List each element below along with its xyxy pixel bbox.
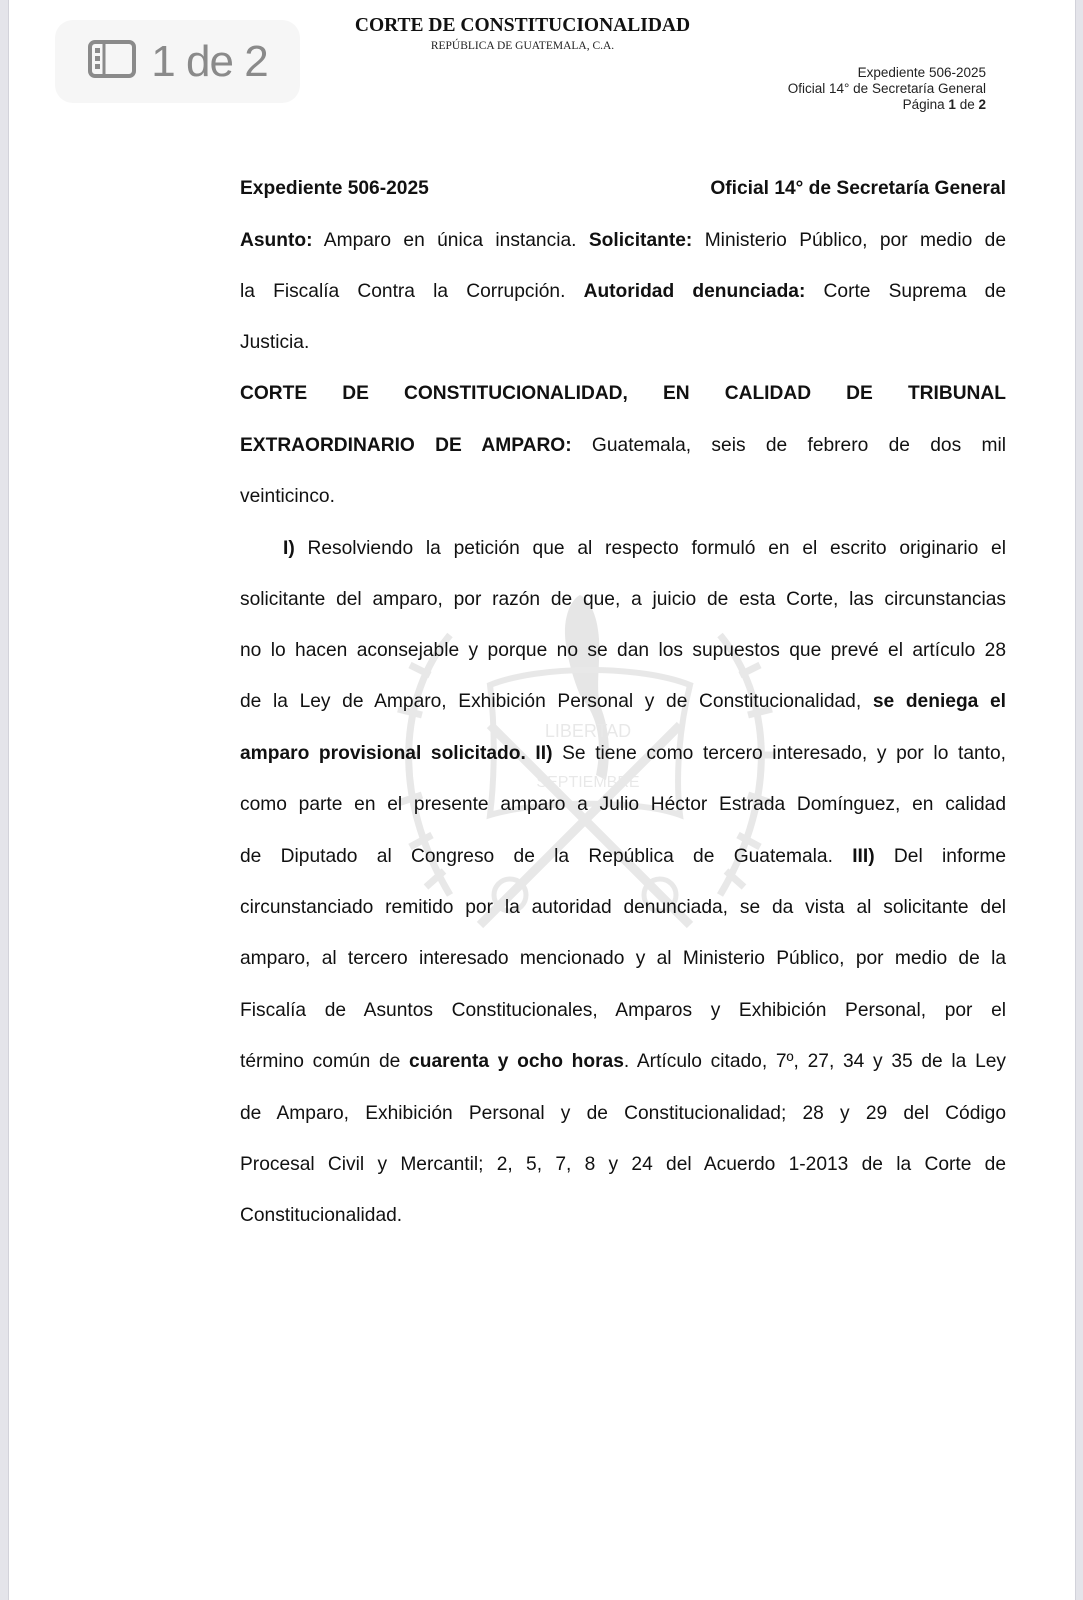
bold-text-run: se deniega el	[872, 691, 1006, 712]
text-line	[240, 331, 1006, 355]
bold-text-run: Asunto:	[240, 230, 313, 251]
page-total: 2	[978, 97, 986, 112]
running-header-page	[788, 97, 986, 113]
page-indicator-text	[151, 37, 267, 87]
text-line	[240, 485, 1006, 509]
text-line	[240, 280, 1006, 304]
text-run: Del informe	[874, 846, 1006, 867]
text-run: Procesal Civil y Mercantil; 2, 5, 7, 8 y 24 del Acuerdo 1-2013 de la Corte de	[240, 1154, 1006, 1175]
text-line	[240, 793, 1006, 817]
text-run: Se tiene como tercero interesado, y por lo tanto,	[552, 743, 1006, 764]
text-line	[240, 896, 1006, 920]
bold-text-run: EXTRAORDINARIO DE AMPARO:	[240, 435, 572, 456]
page-separator: de	[186, 36, 233, 86]
text-run: solicitante del amparo, por razón de que, a juicio de esta Corte, las circunstancias	[240, 589, 1006, 610]
text-run: veinticinco.	[240, 486, 335, 507]
current-page: 1	[151, 36, 175, 86]
text-run: Justicia.	[240, 332, 310, 353]
text-run: no lo hacen aconsejable y porque no se dan los supuestos que prevé el artículo 28	[240, 640, 1006, 661]
viewer-left-edge	[0, 0, 9, 1600]
running-header	[788, 65, 986, 113]
text-run: Ministerio Público, por medio de	[692, 230, 1006, 251]
running-header-expediente: Expediente 506-2025	[857, 65, 986, 80]
text-line	[240, 434, 1006, 458]
text-run: Corte Suprema de	[805, 281, 1006, 302]
text-line	[240, 588, 1006, 612]
text-run: Resolviendo la petición que al respecto formuló en el escrito originario el	[294, 538, 1006, 559]
page-indicator[interactable]	[55, 20, 300, 103]
bold-text-run: III)	[852, 846, 875, 867]
page-number: 1	[948, 97, 956, 112]
bold-text-run: I)	[283, 538, 295, 559]
text-line	[240, 690, 1006, 714]
text-run: como parte en el presente amparo a Julio Héctor Estrada Domínguez, en calidad	[240, 794, 1006, 815]
svg-text:SEPTIEMBRE: SEPTIEMBRE	[536, 774, 640, 791]
text-run: término común de	[240, 1051, 410, 1072]
expediente-row	[240, 177, 1006, 201]
body-oficial: Oficial 14° de Secretaría General	[710, 178, 1006, 199]
text-line	[240, 1050, 1006, 1074]
text-line	[240, 229, 1006, 253]
body-expediente: Expediente 506-2025	[240, 178, 429, 199]
text-run: de la Ley de Amparo, Exhibición Personal y de Constitucionalidad,	[240, 691, 873, 712]
text-line	[240, 742, 1006, 766]
text-run: la Fiscalía Contra la Corrupción.	[240, 281, 584, 302]
text-line	[240, 845, 1006, 869]
text-line	[240, 1153, 1006, 1177]
page-of: de	[959, 97, 975, 112]
text-run: de Diputado al Congreso de la República de Guatemala.	[240, 846, 853, 867]
text-run: . Artículo citado, 7º, 27, 34 y 35 de la Ley	[623, 1051, 1007, 1072]
text-line	[240, 639, 1006, 663]
text-run: amparo, al tercero interesado mencionado y al Ministerio Público, por medio de la	[240, 948, 1006, 969]
sidebar-thumbnails-icon[interactable]	[87, 39, 137, 84]
text-run: Fiscalía de Asuntos Constitucionales, Amparos y Exhibición Personal, por el	[240, 1000, 1006, 1021]
text-line	[240, 1204, 1006, 1228]
bold-text-run: cuarenta y ocho horas	[409, 1051, 624, 1072]
watermark-scroll-text: LIBERTAD	[544, 721, 632, 741]
bold-text-run: CORTE DE CONSTITUCIONALIDAD, EN CALIDAD DE TRIBUNAL	[240, 383, 1006, 404]
text-line	[283, 537, 1006, 561]
bold-text-run: Autoridad denunciada:	[583, 281, 806, 302]
bold-text-run: Solicitante:	[588, 230, 693, 251]
text-line	[240, 999, 1006, 1023]
text-line	[240, 382, 1006, 406]
total-pages: 2	[244, 36, 268, 86]
text-run: Guatemala, seis de febrero de dos mil	[571, 435, 1006, 456]
text-run: Constitucionalidad.	[240, 1205, 403, 1226]
viewer-right-edge	[1075, 0, 1083, 1600]
page-label: Página	[902, 97, 945, 112]
text-line	[240, 1102, 1006, 1126]
text-run: circunstanciado remitido por la autoridad denunciada, se da vista al solicitante del	[240, 897, 1006, 918]
bold-text-run: amparo provisional solicitado. II)	[240, 743, 553, 764]
letterhead-title: CORTE DE CONSTITUCIONALIDAD	[354, 15, 691, 36]
running-header-oficial: Oficial 14° de Secretaría General	[787, 81, 986, 96]
text-run: Amparo en única instancia.	[312, 230, 589, 251]
letterhead-subtitle: REPÚBLICA DE GUATEMALA, C.A.	[430, 40, 615, 52]
text-run: de Amparo, Exhibición Personal y de Constitucionalidad; 28 y 29 del Código	[240, 1103, 1006, 1124]
text-line	[240, 947, 1006, 971]
